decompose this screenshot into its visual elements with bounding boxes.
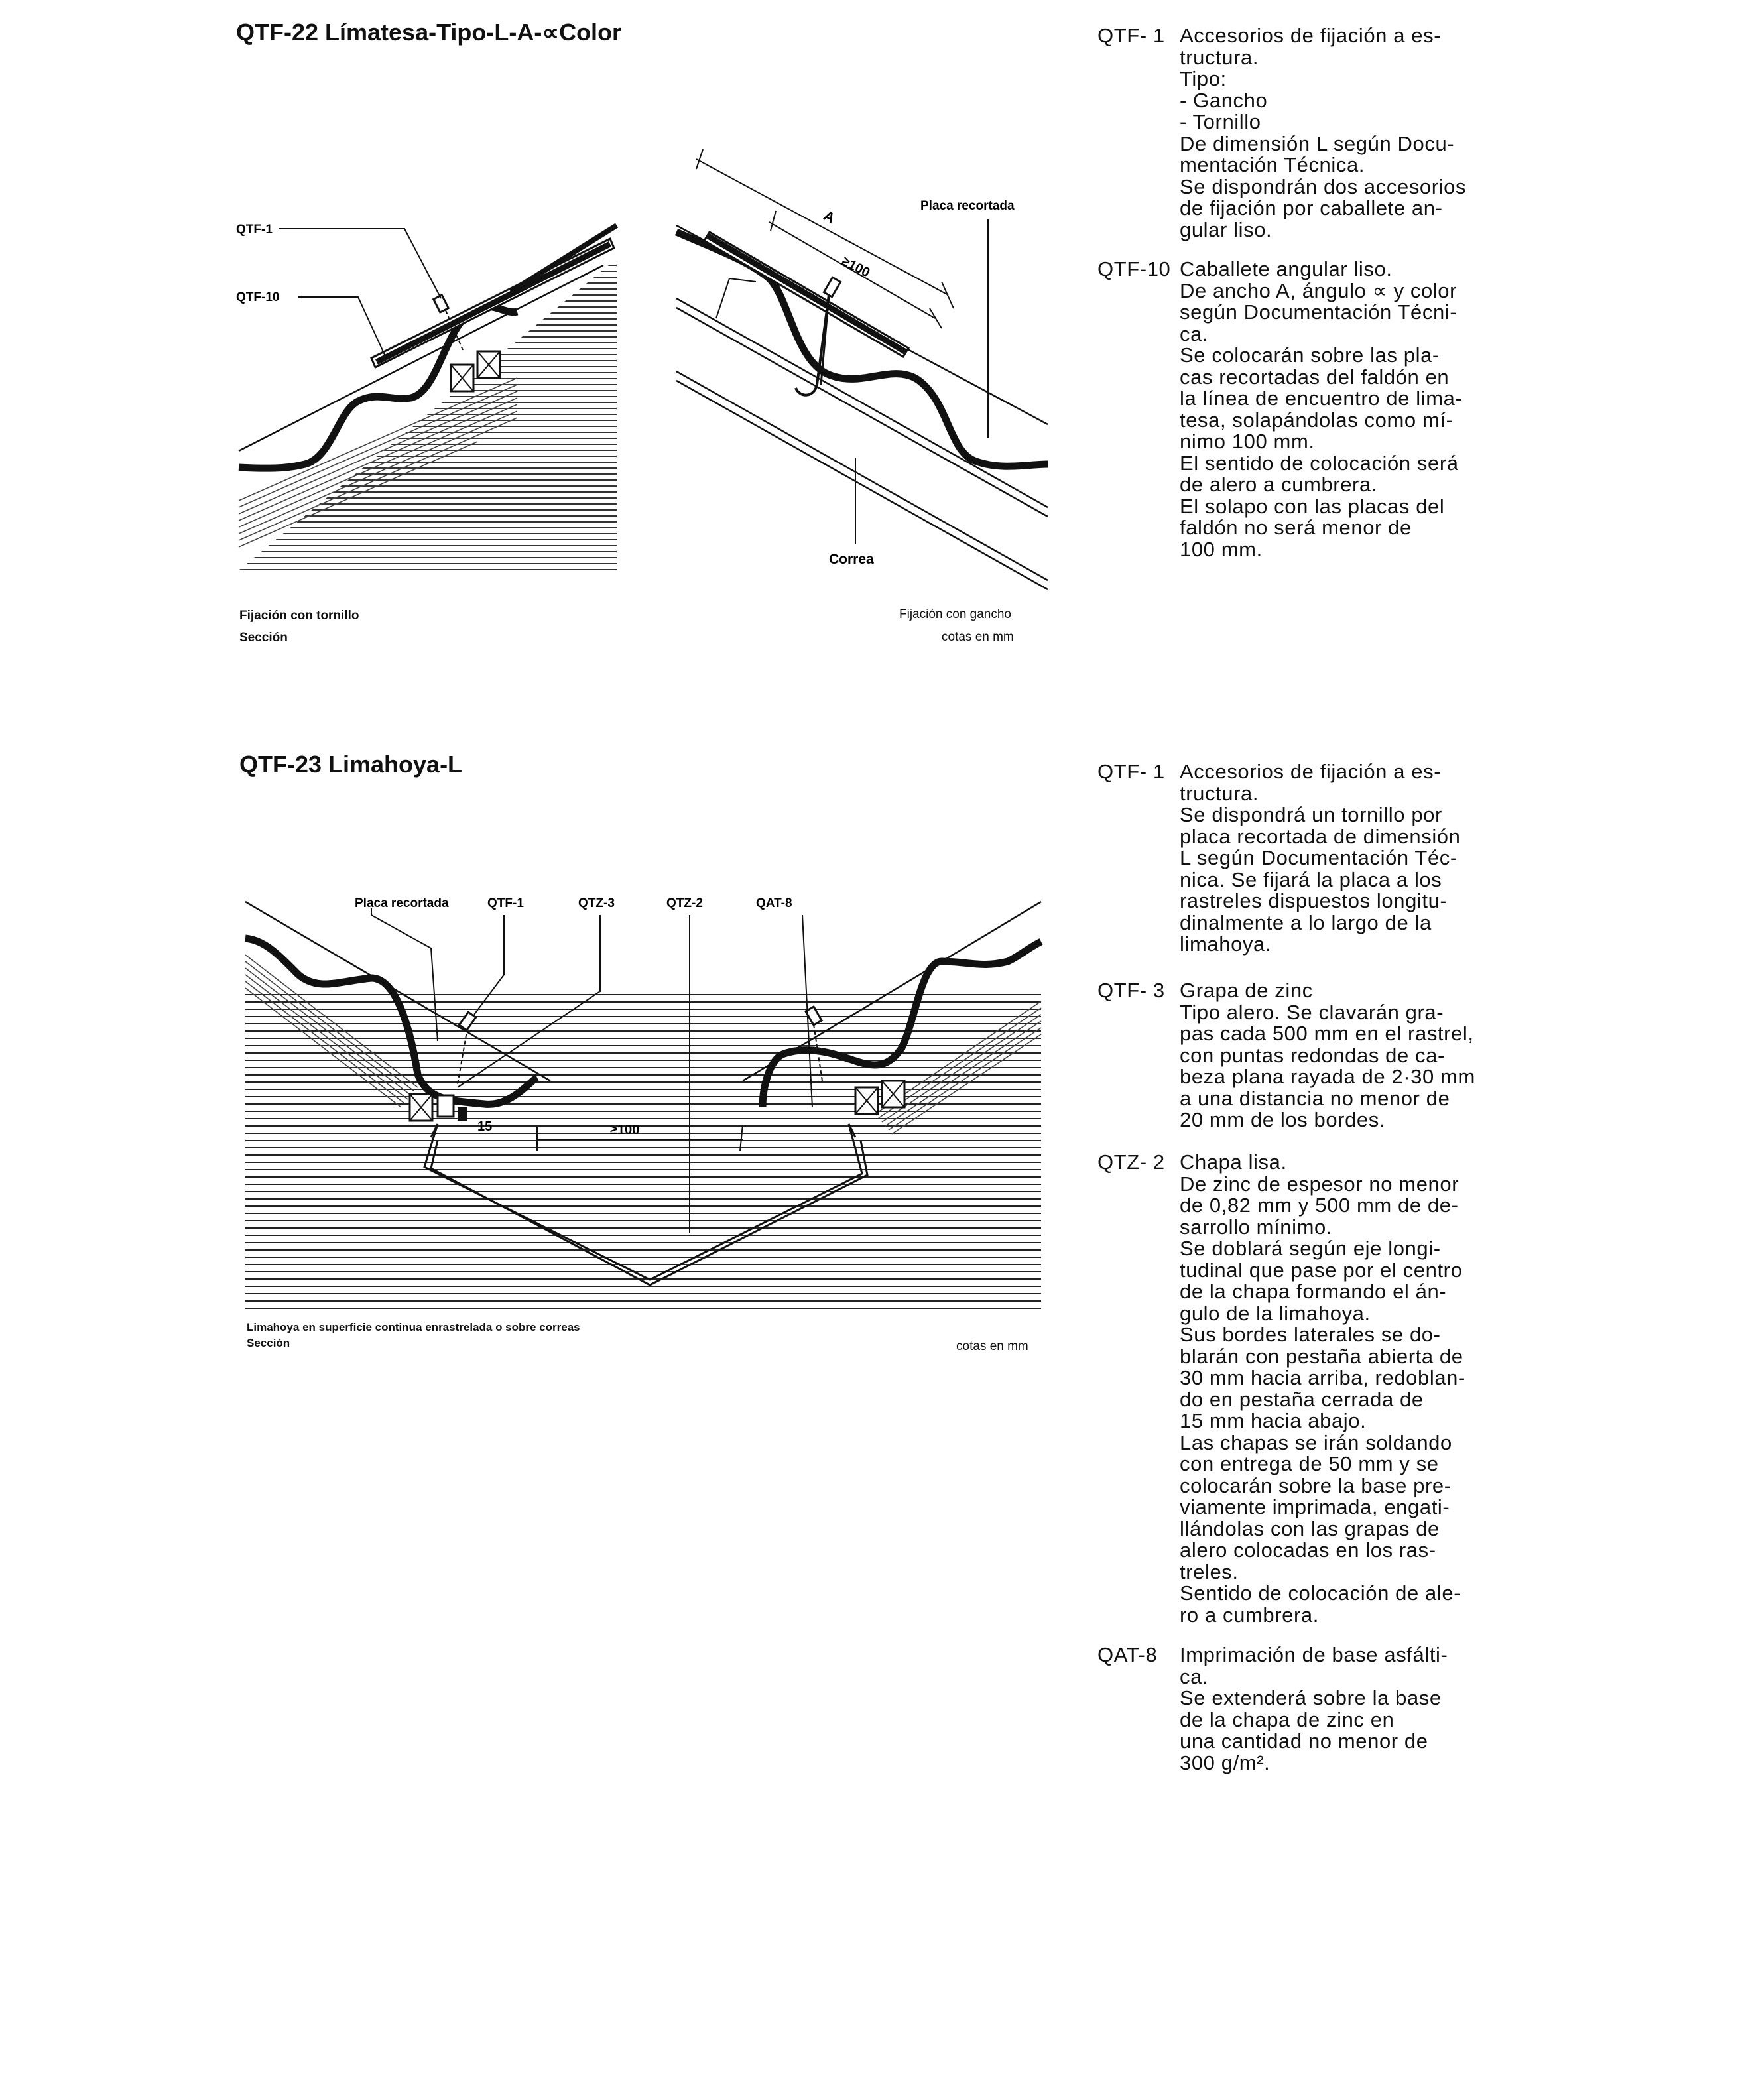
spec-body: Tipo alero. Se clavarán gra- pas cada 500 mm en el rastrel, con puntas redondas de ca- beza plana rayada de 2·30 mm a una distancia no menor de 20 mm de los bordes. [1180, 1000, 1475, 1131]
spec-body: ca. Se extenderá sobre la base de la chapa de zinc en una cantidad no menor de 300 g/m². [1180, 1664, 1442, 1774]
spec-item [1097, 1644, 1495, 1777]
dim-100-limahoya: ≥100 [610, 1123, 640, 1137]
label-qtz-2: QTZ-2 [666, 896, 703, 910]
spec-body: De zinc de espesor no menor de 0,82 mm y 500 mm de de- sarrollo mínimo. Se doblará según eje longi- tudinal que pase por el centro de la chapa formando el án- gulo de la limahoya. Sus bordes laterales se do- blarán con pestaña abierta de 30 mm hacia arriba, redoblan- do en pestaña cerrada de 15 mm hacia abajo. Las chapas se irán soldando con entrega de 50 mm y se colocarán sobre la base pre- viamente imprimada, engati- llándolas con las grapas de alero colocadas en los ras- treles. Sentido de colocación de ale- ro a cumbrera. [1180, 1172, 1465, 1627]
figure-qtf-22-screw [225, 199, 623, 570]
spec-item [1097, 24, 1495, 241]
label-correa: Correa [829, 552, 874, 567]
spec-title: Imprimación de base asfálti- [1180, 1643, 1448, 1666]
spec-item [1097, 980, 1495, 1133]
dim-a: A [820, 207, 838, 227]
caption-limahoya-line2: Sección [247, 1337, 290, 1349]
spec-title: Chapa lisa. [1180, 1150, 1287, 1174]
spec-code: QTF- 1 [1097, 24, 1165, 47]
dim-100: ≥100 [839, 253, 873, 280]
caption-screw-line2: Sección [239, 631, 288, 645]
spec-body: De ancho A, ángulo ∝ y color según Documentación Técni- ca. Se colocarán sobre las pla- cas recortadas del faldón en la línea de encuentro de lima- tesa, solapándolas como mí- nimo 100 mm. El sentido de colocación será de alero a cumbrera. El solapo con las placas del faldón no será menor de 100 mm. [1180, 278, 1463, 561]
spec-title: Grapa de zinc [1180, 979, 1313, 1002]
spec-body: tructura. Se dispondrá un tornillo por placa recortada de dimensión L según Documentación Téc- nica. Se fijará la placa a los rastreles dispuestos longitu- dinalmente a lo largo de la limahoya. [1180, 781, 1461, 956]
label-qtf-1-limahoya: QTF-1 [487, 896, 524, 910]
spec-title: Caballete angular liso. [1180, 257, 1393, 280]
spec-item [1097, 761, 1495, 960]
spec-item [1097, 259, 1495, 564]
spec-item [1097, 1150, 1495, 1627]
label-qtf-10: QTF-10 [236, 290, 280, 304]
label-placa-recortada-limahoya: Placa recortada [355, 896, 449, 910]
figure-qtf-22-hook [670, 146, 1061, 597]
spec-title: Accesorios de fijación a es- [1180, 24, 1442, 47]
dim-15: 15 [477, 1119, 493, 1134]
caption-screw-line1: Fijación con tornillo [239, 609, 359, 623]
label-qat-8: QAT-8 [756, 896, 792, 910]
section-title-qtf-23: QTF-23 Limahoya-L [239, 751, 463, 778]
figure-qtf-23-limahoya [239, 889, 1048, 1326]
spec-code: QTZ- 2 [1097, 1150, 1165, 1174]
spec-body: tructura. Tipo: - Gancho - Tornillo De dimensión L según Docu- mentación Técnica. Se dispondrán dos accesorios de fijación por caballete an- gular liso. [1180, 45, 1467, 241]
spec-code: QAT-8 [1097, 1643, 1158, 1666]
caption-limahoya-right: cotas en mm [956, 1339, 1028, 1353]
label-qtz-3: QTZ-3 [578, 896, 615, 910]
spec-code: QTF- 1 [1097, 760, 1165, 783]
spec-code: QTF- 3 [1097, 979, 1165, 1002]
caption-limahoya-line1: Limahoya en superficie continua enrastrelada o sobre correas [247, 1321, 580, 1333]
spec-title: Accesorios de fijación a es- [1180, 760, 1442, 783]
spec-code: QTF-10 [1097, 257, 1171, 280]
label-placa-recortada: Placa recortada [920, 199, 1015, 213]
section-title-qtf-22: QTF-22 Límatesa-Tipo-L-A-∝Color [236, 19, 622, 46]
label-qtf-1: QTF-1 [236, 223, 273, 237]
caption-hook-line2: cotas en mm [942, 630, 1014, 644]
caption-hook-line1: Fijación con gancho [899, 607, 1011, 621]
